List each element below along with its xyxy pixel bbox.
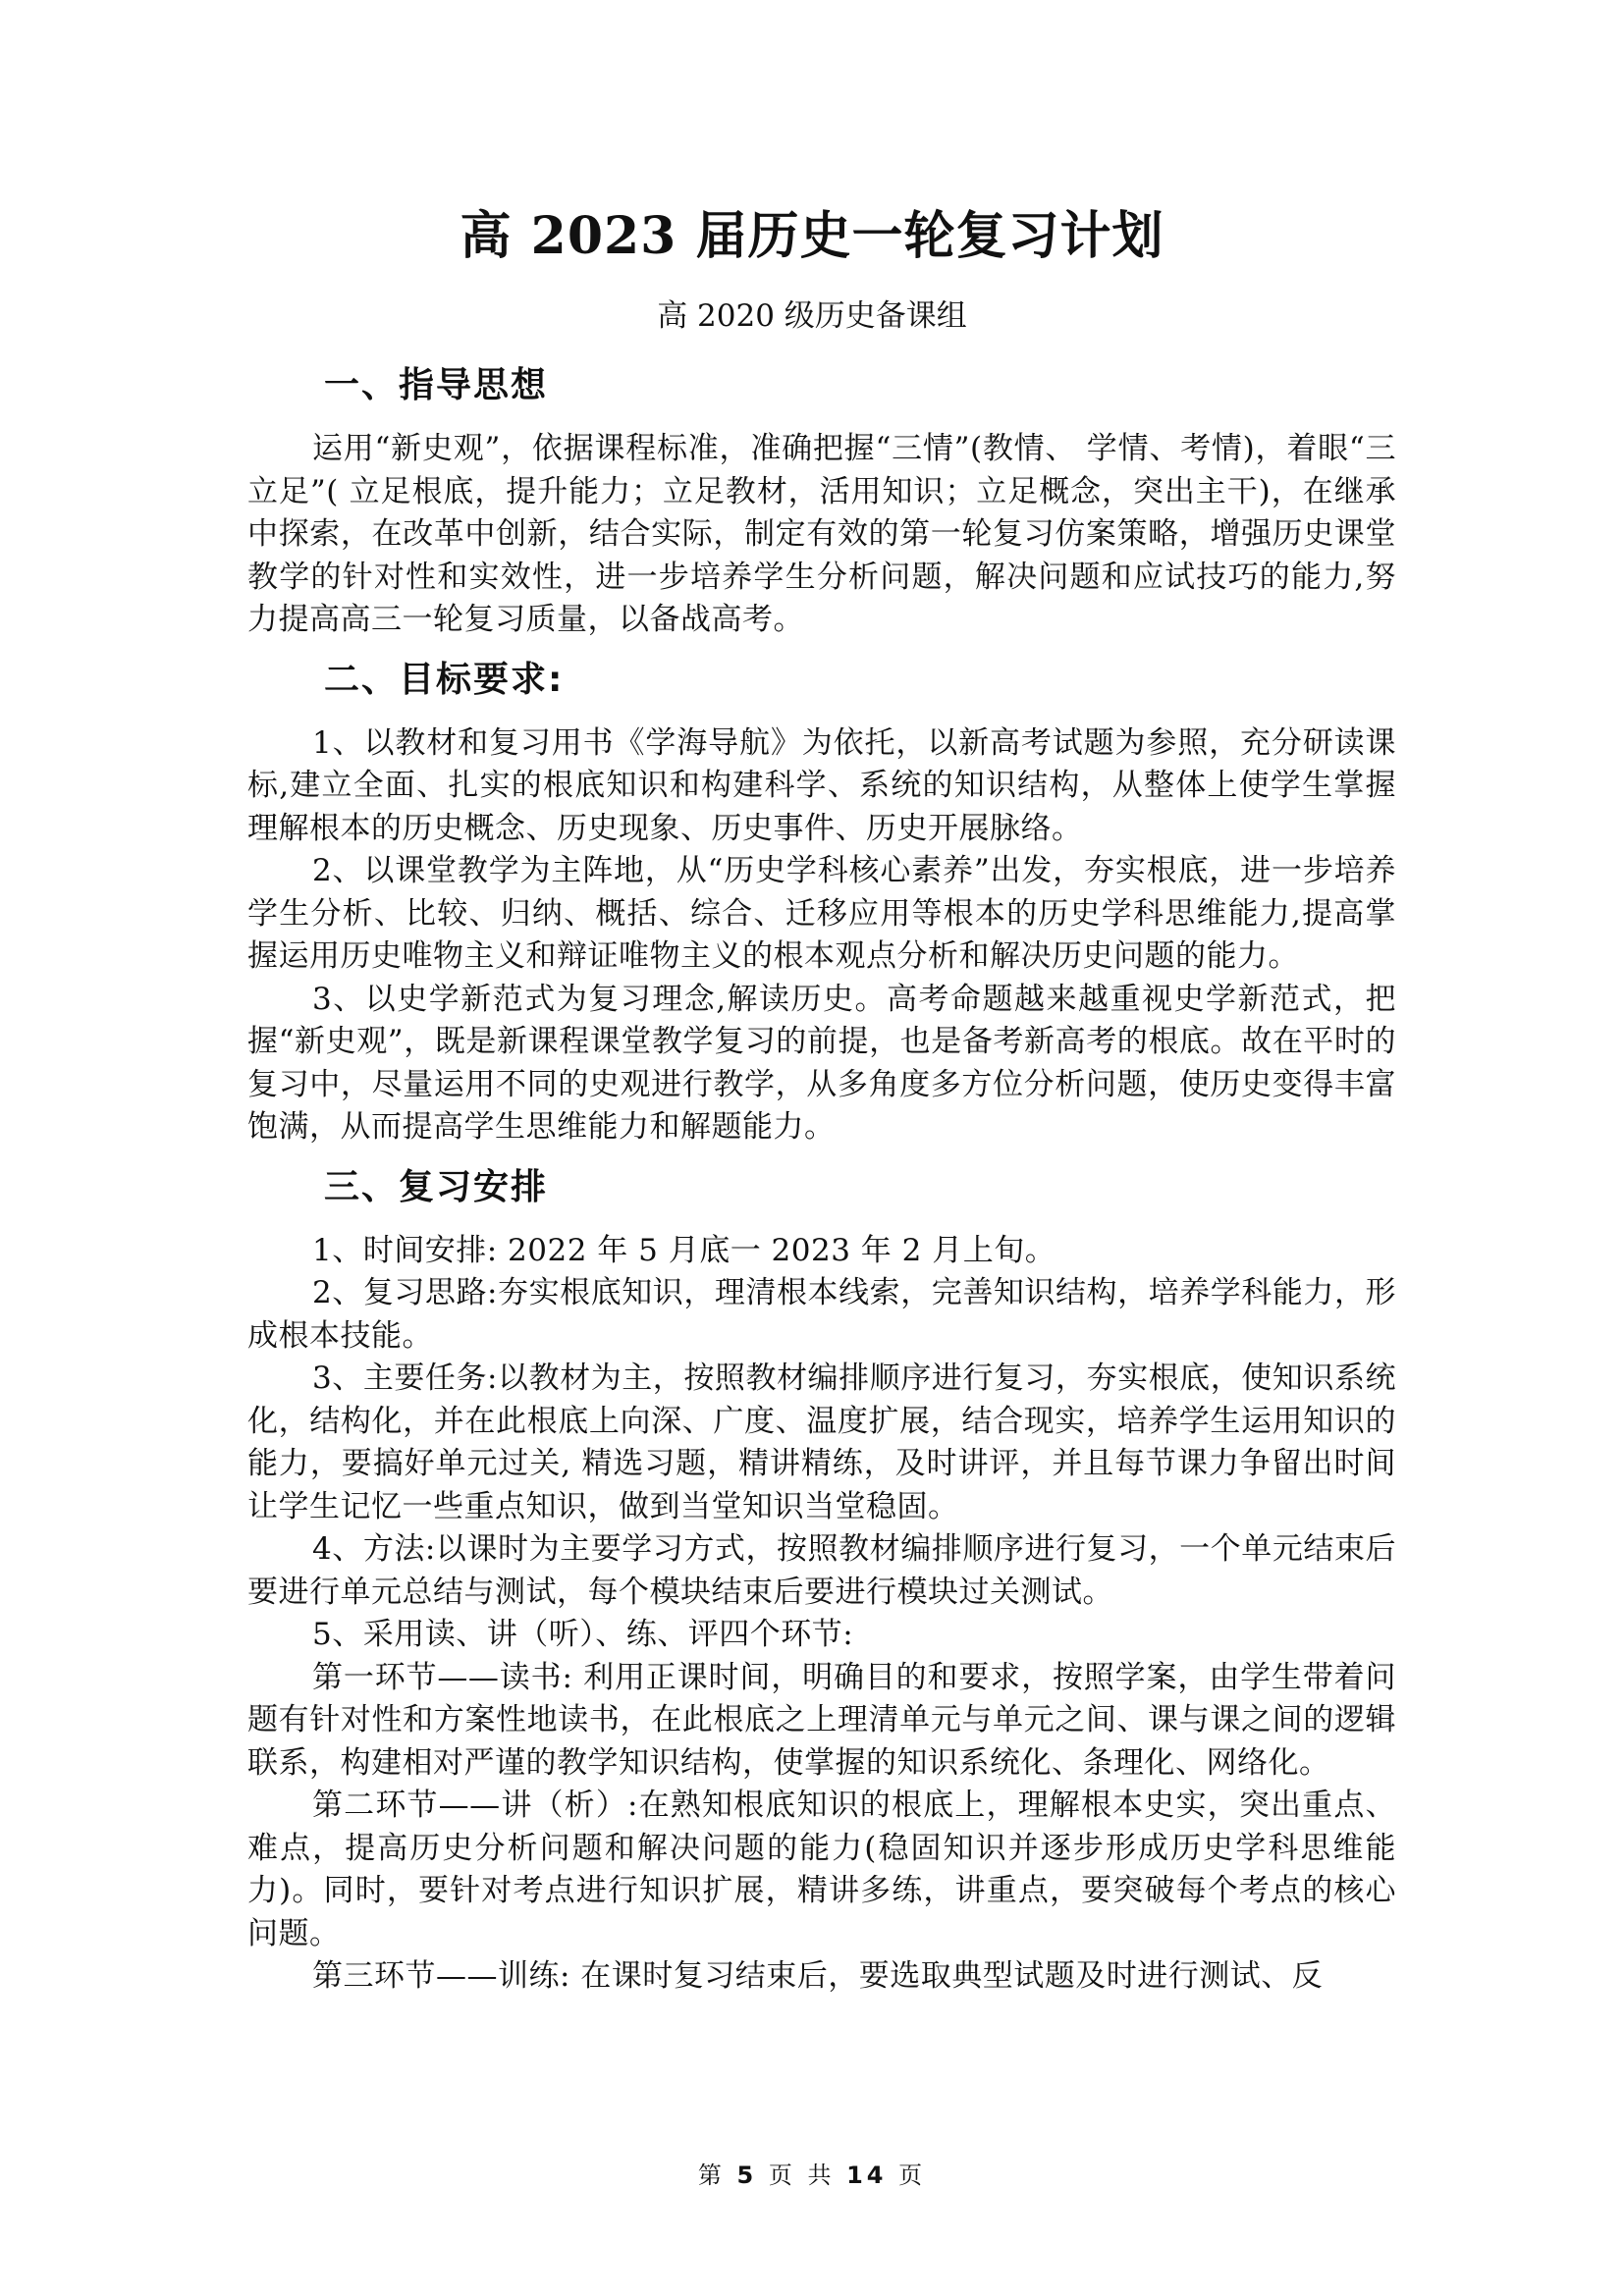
current-page-number: 5 [736, 2162, 758, 2189]
paragraph: 2、复习思路:夯实根底知识，理清根本线索，完善知识结构，培养学科能力，形成根本技能。 [247, 1275, 1396, 1354]
paragraph: 4、方法:以课时为主要学习方式，按照教材编排顺序进行复习，一个单元结束后要进行单元总结与测试，每个模块结束后要进行模块过关测试。 [247, 1531, 1396, 1610]
paragraph: 第二环节——讲（析）:在熟知根底知识的根底上，理解根本史实，突出重点、难点，提高历史分析问题和解决问题的能力(稳固知识并逐步形成历史学科思维能力)。同时，要针对考点进行知识扩展，精讲多练，讲重点，要突破每个考点的核心问题。 [247, 1788, 1396, 1951]
paragraph: 2、以课堂教学为主阵地，从“历史学科核心素养”出发，夯实根底，进一步培养 学生分析、比较、归纳、概括、综合、迁移应用等根本的历史学科思维能力,提高掌握运用历史唯物主义和辩证唯物主义的根本观点分析和解决历史问题的能力。 [247, 853, 1396, 974]
section-review-schedule [247, 1163, 1396, 1999]
section-goals [247, 656, 1396, 1149]
paragraph: 5、采用读、讲（听）、练、评四个环节: [312, 1617, 854, 1652]
document-subtitle: 高 2020 级历史备课组 [657, 298, 967, 334]
paragraph: 1、时间安排: 2022 年 5 月底一 2023 年 2 月上旬。 [312, 1232, 1056, 1268]
section-guiding-ideology [247, 361, 1396, 642]
section-heading: 二、目标要求: [324, 659, 565, 700]
section-heading: 三、复习安排 [324, 1166, 549, 1207]
paragraph: 3、以史学新范式为复习理念,解读历史。高考命题越来越重视史学新范式，把握“新史观”，既是新课程课堂教学复习的前提，也是备考新高考的根底。故在平时的复习中，尽量运用不同的史观进行教学，从多角度多方位分析问题，使历史变得丰富饱满，从而提高学生思维能力和解题能力。 [247, 981, 1396, 1145]
footer-middle: 页 共 [768, 2162, 836, 2189]
section-heading: 一、指导思想 [324, 365, 549, 405]
footer-suffix: 页 [898, 2162, 927, 2189]
document-body [247, 361, 1396, 1999]
total-pages-number: 14 [846, 2162, 888, 2189]
paragraph: 运用“新史观”，依据课程标准，准确把握“三情”(教情、 学情、考情)，着眼“三立足”( 立足根底，提升能力；立足教材，活用知识；立足概念，突出主干)，在继承中探索，在改革中创新，结合实际，制定有效的第一轮复习仿案策略，增强历史课堂教学的针对性和实效性，进一步培养学生分析问题，解决问题和应试技巧的能力,努力提高高三一轮复习质量，以备战高考。 [247, 431, 1396, 637]
document-title: 高 2023 届历史一轮复习计划 [460, 206, 1164, 266]
page-footer [0, 2159, 1624, 2192]
paragraph: 第三环节——训练: 在课时复习结束后，要选取典型试题及时进行测试、反 [312, 1958, 1324, 1994]
footer-prefix: 第 [697, 2162, 726, 2189]
paragraph: 1、以教材和复习用书《学海导航》为依托，以新高考试题为参照，充分研读课标,建立全面、扎实的根底知识和构建科学、系统的知识结构，从整体上使学生掌握理解根本的历史概念、历史现象、历史事件、历史开展脉络。 [247, 724, 1396, 846]
paragraph: 3、主要任务:以教材为主，按照教材编排顺序进行复习，夯实根底，使知识系统化，结构化，并在此根底上向深、广度、温度扩展，结合现实，培养学生运用知识的能力，要搞好单元过关, 精选习题，精讲精练，及时讲评，并且每节课力争留出时间让学生记忆一些重点知识，做到当堂知识当堂稳固。 [247, 1361, 1396, 1524]
paragraph: 第一环节——读书: 利用正课时间，明确目的和要求，按照学案，由学生带着问题有针对性和方案性地读书，在此根底之上理清单元与单元之间、课与课之间的逻辑联系，构建相对严谨的教学知识结构，使掌握的知识系统化、条理化、网络化。 [247, 1659, 1396, 1781]
